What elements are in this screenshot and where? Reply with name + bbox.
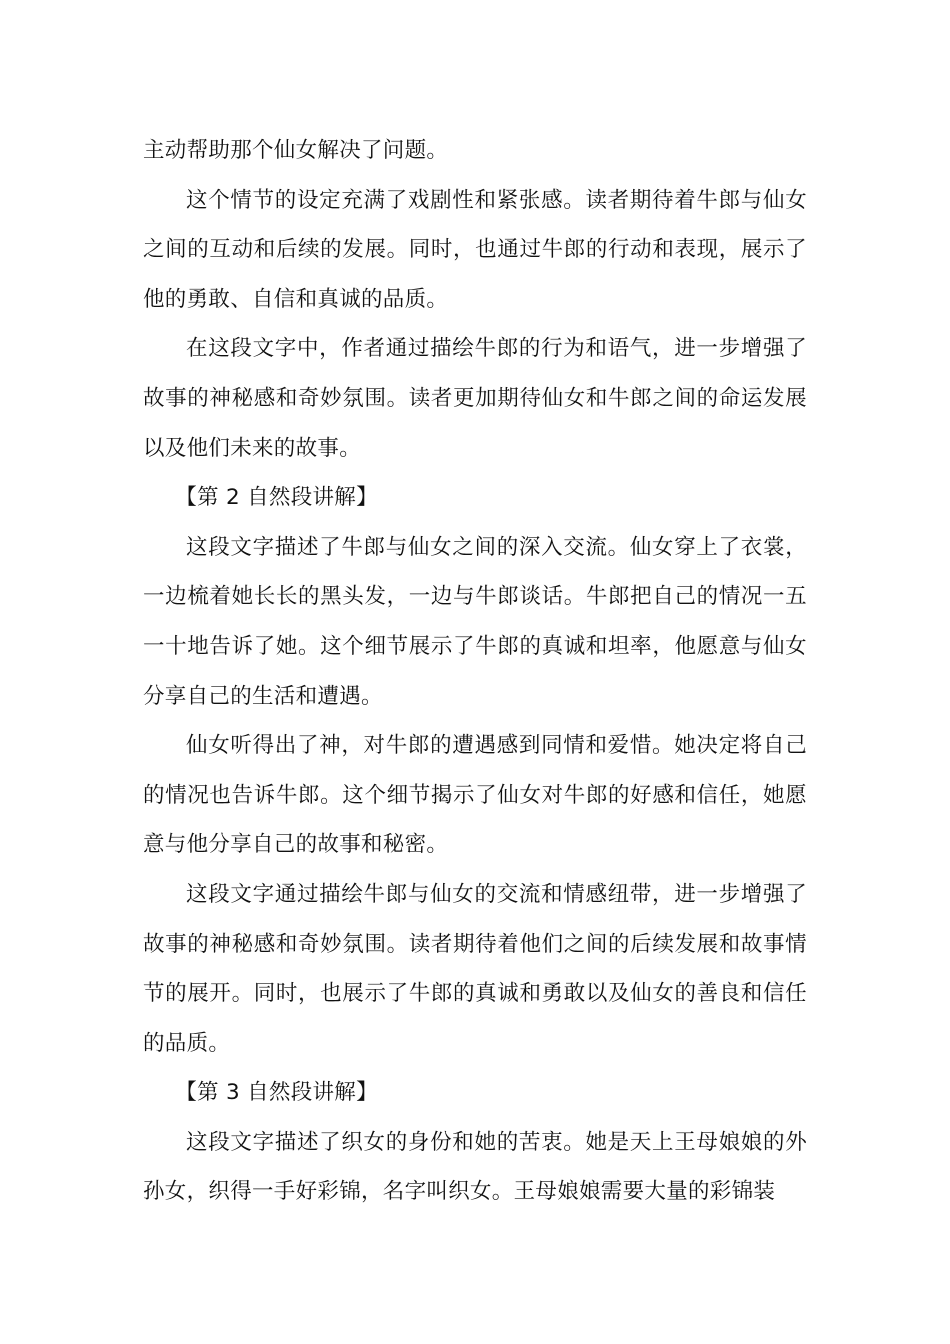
paragraph: 在这段文字中，作者通过描绘牛郎的行为和语气，进一步增强了故事的神秘感和奇妙氛围。读者更加期待仙女和牛郎之间的命运发展以及他们未来的故事。: [143, 336, 807, 461]
paragraph: 这个情节的设定充满了戏剧性和紧张感。读者期待着牛郎与仙女之间的互动和后续的发展。同时，也通过牛郎的行动和表现，展示了他的勇敢、自信和真诚的品质。: [143, 187, 807, 312]
section-heading: 【第 3 自然段讲解】: [175, 1080, 378, 1106]
section-heading: 【第 2 自然段讲解】: [175, 485, 378, 511]
paragraph: 这段文字通过描绘牛郎与仙女的交流和情感纽带，进一步增强了故事的神秘感和奇妙氛围。读者期待着他们之间的后续发展和故事情节的展开。同时，也展示了牛郎的真诚和勇敢以及仙女的善良和信任的品质。: [143, 881, 807, 1056]
document-body: [143, 126, 807, 1217]
paragraph: 这段文字描述了牛郎与仙女之间的深入交流。仙女穿上了衣裳，一边梳着她长长的黑头发，一边与牛郎谈话。牛郎把自己的情况一五一十地告诉了她。这个细节展示了牛郎的真诚和坦率，他愿意与仙女分享自己的生活和遭遇。: [143, 534, 807, 709]
paragraph: 仙女听得出了神，对牛郎的遭遇感到同情和爱惜。她决定将自己的情况也告诉牛郎。这个细节揭示了仙女对牛郎的好感和信任，她愿意与他分享自己的故事和秘密。: [143, 733, 807, 858]
paragraph: 这段文字描述了织女的身份和她的苦衷。她是天上王母娘娘的外孙女，织得一手好彩锦，名字叫织女。王母娘娘需要大量的彩锦装: [143, 1129, 807, 1205]
paragraph-continuation: 主动帮助那个仙女解决了问题。: [143, 138, 449, 163]
